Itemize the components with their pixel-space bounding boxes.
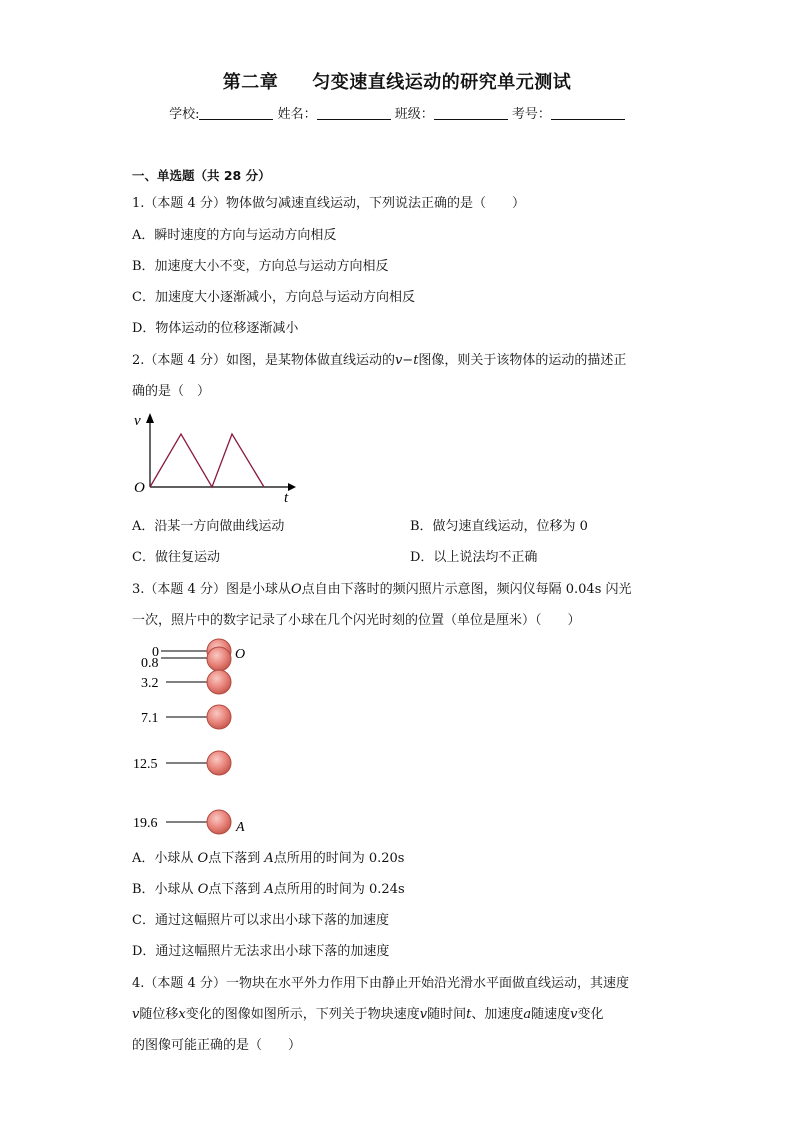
school-label: 学校: — [169, 107, 200, 122]
t-axis-arrow — [288, 483, 296, 491]
point-o-symbol: O — [197, 851, 209, 866]
origin-label: O — [134, 480, 145, 496]
question-2-stem-text: 2.（本题 4 分）如图，是某物体做直线运动的 — [132, 353, 395, 368]
stem-text: 变化 — [577, 1007, 604, 1022]
question-3-stem-line2: 一次，照片中的数字记录了小球在几个闪光时刻的位置（单位是厘米）（ ） — [132, 613, 581, 628]
question-2-stem-text-2: 图像，则关于该物体的运动的描述正 — [418, 353, 627, 368]
student-info-line — [0, 103, 794, 122]
question-2-option-d: D．以上说法均不正确 — [410, 550, 538, 565]
vt-symbol: v−t — [394, 353, 419, 368]
question-3-stem-text: 3.（本题 4 分）图是小球从 — [132, 582, 291, 597]
stem-text: 、加速度 — [471, 1007, 524, 1022]
symbol-x: x — [178, 1007, 186, 1022]
ball-5 — [207, 810, 231, 834]
question-1-option-b: B．加速度大小不变，方向总与运动方向相反 — [132, 259, 389, 274]
option-text: 点所用的时间为 0.24s — [273, 882, 405, 897]
position-label-0-8: 0.8 — [141, 656, 159, 671]
question-1-stem: 1.（本题 4 分）物体做匀减速直线运动，下列说法正确的是（ ） — [132, 196, 525, 211]
option-text: 点下落到 — [208, 882, 265, 897]
stem-text: 随速度 — [531, 1007, 571, 1022]
position-label-12-5: 12.5 — [133, 757, 158, 772]
question-2-stem — [132, 349, 626, 368]
position-label-3-2: 3.2 — [141, 676, 159, 691]
vt-graph — [128, 405, 308, 505]
exam-number-label: 考号： — [511, 107, 551, 122]
symbol-v: v — [132, 1007, 140, 1022]
position-label-19-6: 19.6 — [133, 816, 158, 831]
symbol-v: v — [570, 1007, 578, 1022]
question-1-option-d: D．物体运动的位移逐渐减小 — [132, 321, 299, 336]
question-3-option-d: D．通过这幅照片无法求出小球下落的加速度 — [132, 944, 390, 959]
stem-text: 随位移 — [139, 1007, 179, 1022]
question-3-option-b — [132, 878, 405, 897]
stem-text: 变化的图像如图所示，下列关于物块速度 — [185, 1007, 420, 1022]
question-3-stem-text-2: 点自由下落时的频闪照片示意图，频闪仪每隔 0.04s 闪光 — [301, 582, 632, 597]
option-text: B．小球从 — [132, 882, 198, 897]
point-a-symbol: A — [264, 882, 274, 897]
symbol-t: t — [466, 1007, 472, 1022]
class-label: 班级： — [394, 107, 434, 122]
symbol-v: v — [419, 1007, 428, 1022]
question-1-option-c: C．加速度大小逐渐减小，方向总与运动方向相反 — [132, 290, 415, 305]
point-a-label: A — [236, 820, 245, 835]
ball-3 — [207, 705, 231, 729]
question-3-option-a — [132, 847, 404, 866]
symbol-a: a — [523, 1007, 532, 1022]
test-title: 匀变速直线运动的研究单元测试 — [312, 72, 572, 93]
point-o-label: O — [235, 647, 246, 662]
option-text: A．小球从 — [132, 851, 198, 866]
chapter-label: 第二章 — [222, 72, 279, 93]
stem-text: 随时间 — [427, 1007, 467, 1022]
section-heading: 一、单选题（共 28 分） — [132, 168, 271, 183]
t-axis-label: t — [284, 490, 289, 505]
exam-number-blank[interactable] — [551, 106, 625, 120]
name-blank[interactable] — [317, 106, 391, 120]
point-a-symbol: A — [264, 851, 274, 866]
class-blank[interactable] — [434, 106, 508, 120]
page-title — [0, 68, 794, 94]
question-2-option-b: B．做匀速直线运动，位移为 0 — [410, 519, 588, 534]
point-o-symbol: O — [197, 882, 209, 897]
ball-1 — [207, 647, 231, 671]
v-axis-arrow — [146, 413, 154, 423]
question-4-stem-line2 — [132, 1003, 604, 1022]
school-blank[interactable] — [199, 106, 273, 120]
strobe-photo-figure — [128, 636, 268, 841]
question-3-stem — [132, 578, 632, 597]
point-o-symbol: O — [290, 582, 302, 597]
question-2-option-c: C．做往复运动 — [132, 550, 220, 565]
option-text: 点下落到 — [208, 851, 265, 866]
position-label-7-1: 7.1 — [141, 711, 159, 726]
option-text: 点所用的时间为 0.20s — [273, 851, 405, 866]
ball-2 — [207, 670, 231, 694]
question-4-stem-line1: 4.（本题 4 分）一物块在水平外力作用下由静止开始沿光滑水平面做直线运动，其速度 — [132, 976, 629, 991]
v-axis-label: v — [134, 413, 141, 429]
question-4-stem-line3: 的图像可能正确的是（ ） — [132, 1038, 302, 1053]
velocity-curve — [150, 434, 264, 487]
question-2-option-a: A．沿某一方向做曲线运动 — [132, 519, 285, 534]
question-1-option-a: A．瞬时速度的方向与运动方向相反 — [132, 228, 337, 243]
ball-4 — [207, 751, 231, 775]
question-2-stem-line2: 确的是（ ） — [132, 384, 211, 399]
name-label: 姓名： — [277, 107, 317, 122]
question-3-option-c: C．通过这幅照片可以求出小球下落的加速度 — [132, 913, 389, 928]
position-label-0: 0 — [152, 645, 159, 660]
